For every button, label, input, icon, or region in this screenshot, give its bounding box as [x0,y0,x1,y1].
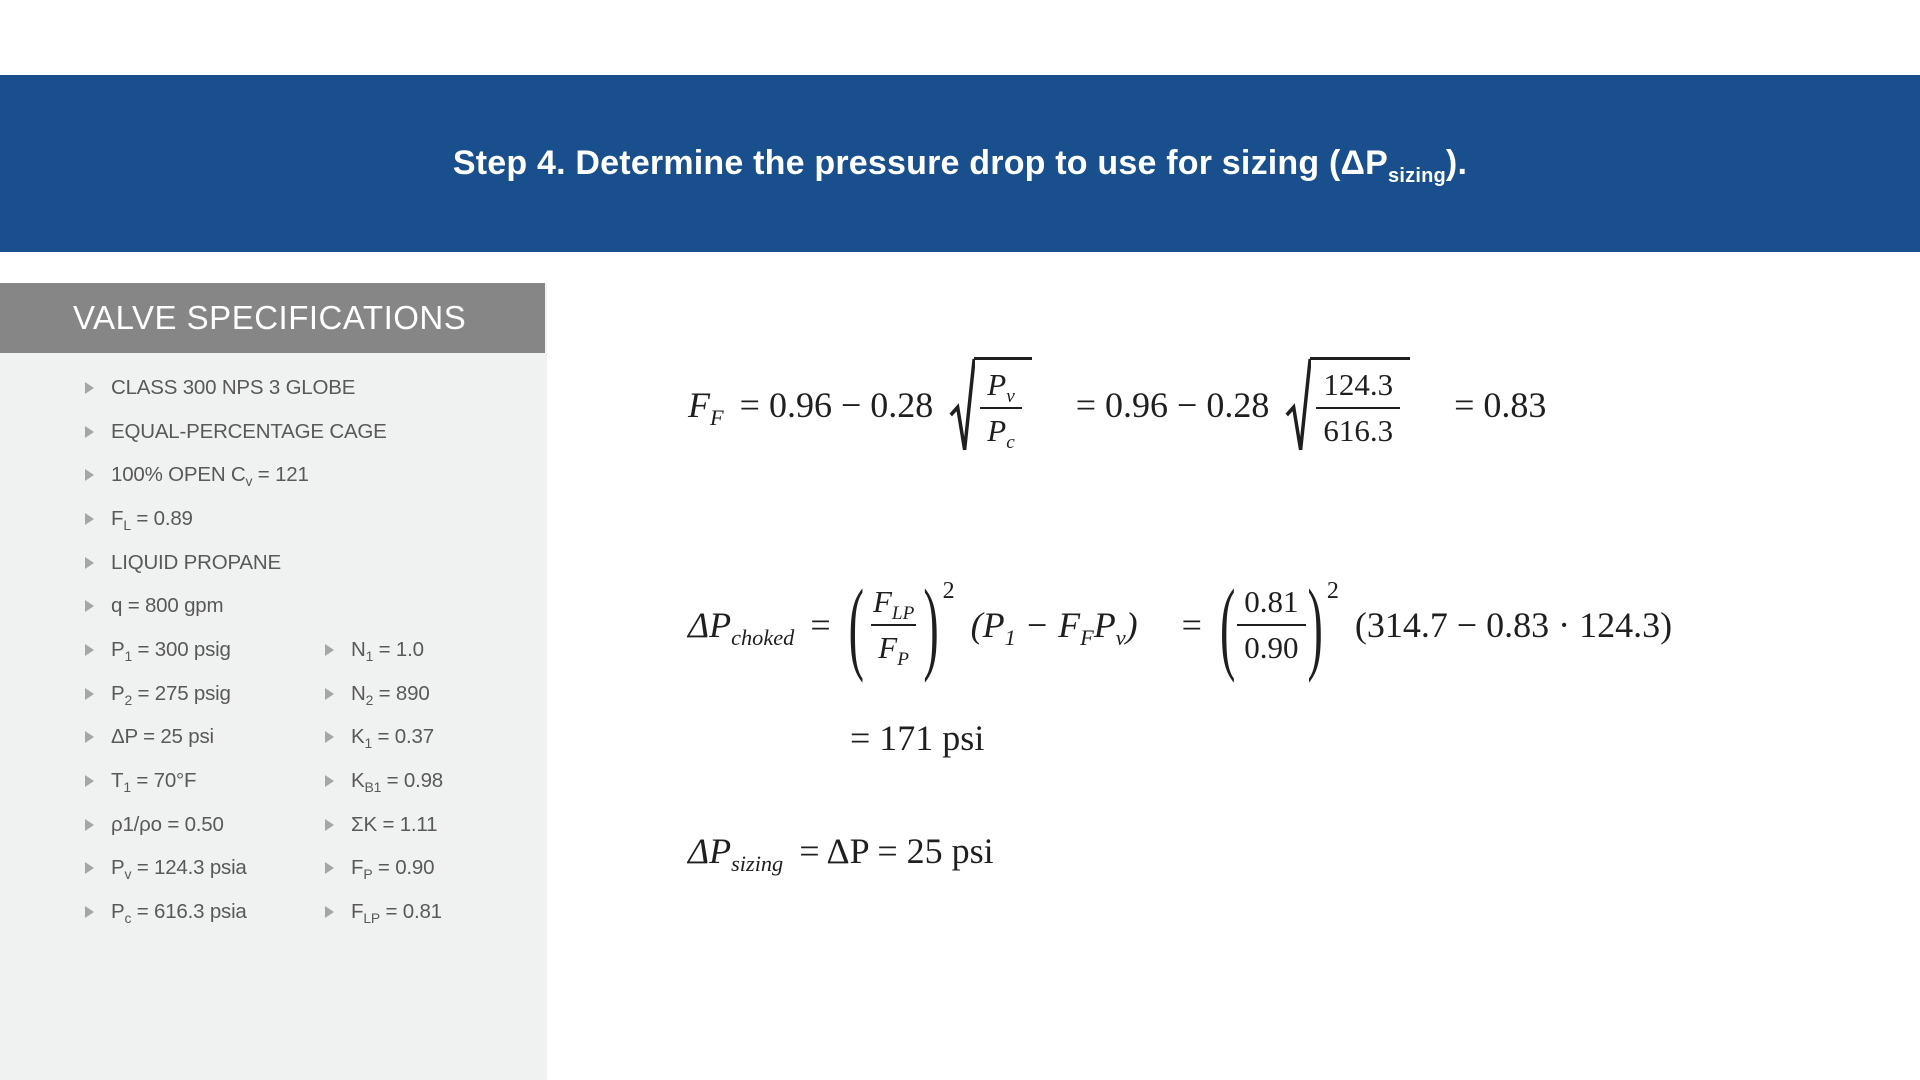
spec-item-label: ΔP = 25 psi [111,725,214,749]
spec-cell [325,637,424,665]
spec-cell [325,856,435,883]
choked-term1: $(P_1 - F_FP_v)$ [970,605,1138,651]
triangle-bullet-icon [325,775,334,787]
spec-item-label: $P_v = 124.3$ psia [111,856,247,883]
open-paren-icon: ( [1219,567,1236,683]
spec-item [0,497,547,541]
triangle-bullet-icon [325,862,334,874]
spec-item-label: $P_c = 616.3$ psia [111,900,247,927]
spec-item-label: $F_P = 0.90$ [351,856,435,883]
spec-cell [85,637,325,665]
ff-lhs: $F_F$ [688,385,724,431]
radical-icon [1285,357,1311,454]
triangle-bullet-icon [85,644,94,656]
radical-icon [949,357,975,454]
ff-eq2: = 0.96 − 0.28 [1075,385,1270,425]
valve-specifications-header-label: VALVE SPECIFICATIONS [73,299,467,336]
spec-cell [85,769,325,796]
spec-item-label: q = 800 gpm [111,594,224,618]
sizing-lhs: $\Delta P_{sizing}$ [688,831,784,877]
spec-item-label: $F_{LP} = 0.81$ [351,900,442,927]
spec-item-label: $P_2 = 275$ psig [111,681,231,708]
choked-val-num: 0.81 [1244,583,1299,619]
close-paren-icon: ) [923,567,939,683]
choked-val-den: 0.90 [1237,624,1305,668]
ff-formula [688,330,1546,480]
triangle-bullet-icon [85,731,94,743]
dp-choked-formula [688,550,1672,700]
spec-cell [325,769,444,796]
choked-eq2: = [1181,605,1202,645]
spec-cell [85,463,325,490]
page-title [452,144,1468,188]
paren-group [847,567,955,683]
close-paren-icon: ) [1307,567,1323,683]
choked-sym-num: $F_{LP}$ [872,583,915,624]
choked-exponent: 2 [1326,577,1339,604]
triangle-bullet-icon [85,862,94,874]
ff-val-den: 616.3 [1316,407,1400,451]
spec-cell [85,682,325,706]
spec-item-label: $K_{B1} = 0.98$ [351,769,444,796]
spec-item [0,716,547,760]
spec-item-label: $N_2 = 890$ [351,681,430,708]
choked-result: = 171 psi [850,718,985,758]
spec-cell [85,419,387,444]
page-title-suffix: ). [1445,144,1468,182]
spec-item-label: ρ1/ρo = 0.50 [111,812,224,836]
choked-exponent: 2 [942,577,955,604]
triangle-bullet-icon [85,469,94,481]
dp-choked-result [850,715,984,761]
triangle-bullet-icon [85,688,94,700]
sqrt-symbol [1285,357,1410,454]
spec-cell [325,682,430,706]
spec-item [0,541,547,585]
spec-item-label: $K_1 = 0.37$ [351,725,434,752]
spec-item [0,890,547,934]
ff-result: = 0.83 [1454,385,1547,425]
choked-sym-den: $F_P$ [871,624,916,668]
triangle-bullet-icon [85,600,94,612]
spec-item [0,453,547,497]
open-paren-icon: ( [848,567,864,683]
spec-cell [85,551,325,575]
spec-item [0,628,547,672]
triangle-bullet-icon [85,906,94,918]
spec-item-label: $T_1 = 70^\circ F$ [111,769,197,796]
triangle-bullet-icon [325,906,334,918]
triangle-bullet-icon [85,513,94,525]
spec-item-label: $N_1 = 1.0$ [351,637,424,665]
spec-item [0,672,547,716]
spec-cell [85,594,325,618]
triangle-bullet-icon [85,382,94,394]
ff-val-num: 124.3 [1323,366,1394,402]
spec-item-label: 100% OPEN $C_v = 121$ [111,463,309,490]
triangle-bullet-icon [325,819,334,831]
spec-cell [85,813,325,837]
page-title-prefix: Step 4. Determine the pressure drop to use for sizing (ΔP [452,144,1389,182]
spec-list [0,366,547,934]
triangle-bullet-icon [325,688,334,700]
spec-cell [85,856,325,883]
dp-sizing-formula [688,828,994,877]
spec-item [0,584,547,628]
ff-sym-den: $P_c$ [980,407,1021,451]
sqrt-symbol [949,357,1031,454]
choked-lhs: $\Delta P_{choked}$ [688,605,795,651]
spec-item-label: CLASS 300 NPS 3 GLOBE [111,375,356,399]
spec-item [0,410,547,454]
choked-term2: (314.7 − 0.83 · 124.3) [1354,605,1673,645]
triangle-bullet-icon [85,775,94,787]
paren-group [1218,567,1339,683]
triangle-bullet-icon [325,644,334,656]
spec-cell [85,725,325,749]
spec-item [0,847,547,891]
spec-cell [85,900,325,927]
triangle-bullet-icon [85,819,94,831]
page-title-subscript: sizing [1388,165,1446,188]
spec-item [0,759,547,803]
spec-cell [85,375,356,400]
spec-item-label: $P_1 = 300$ psig [111,637,231,665]
spec-cell [325,900,442,927]
spec-cell [85,507,325,531]
spec-item [0,803,547,847]
spec-item-label: EQUAL-PERCENTAGE CAGE [111,419,387,443]
spec-item-label: ΣK = 1.11 [351,812,438,836]
spec-item-label: $F_L = 0.89$ [111,506,193,533]
triangle-bullet-icon [325,731,334,743]
triangle-bullet-icon [85,426,94,438]
ff-eq1: = 0.96 − 0.28 [739,385,934,425]
spec-cell [325,725,434,752]
sizing-rhs: = ΔP = 25 psi [799,831,994,871]
spec-cell [325,813,437,837]
slide-title-banner [0,75,1920,252]
valve-specifications-header [0,283,545,353]
spec-item-label: LIQUID PROPANE [111,550,281,574]
spec-item [0,366,547,410]
choked-eq1: = [810,605,831,645]
triangle-bullet-icon [85,557,94,569]
ff-sym-num: $P_v$ [987,366,1015,407]
